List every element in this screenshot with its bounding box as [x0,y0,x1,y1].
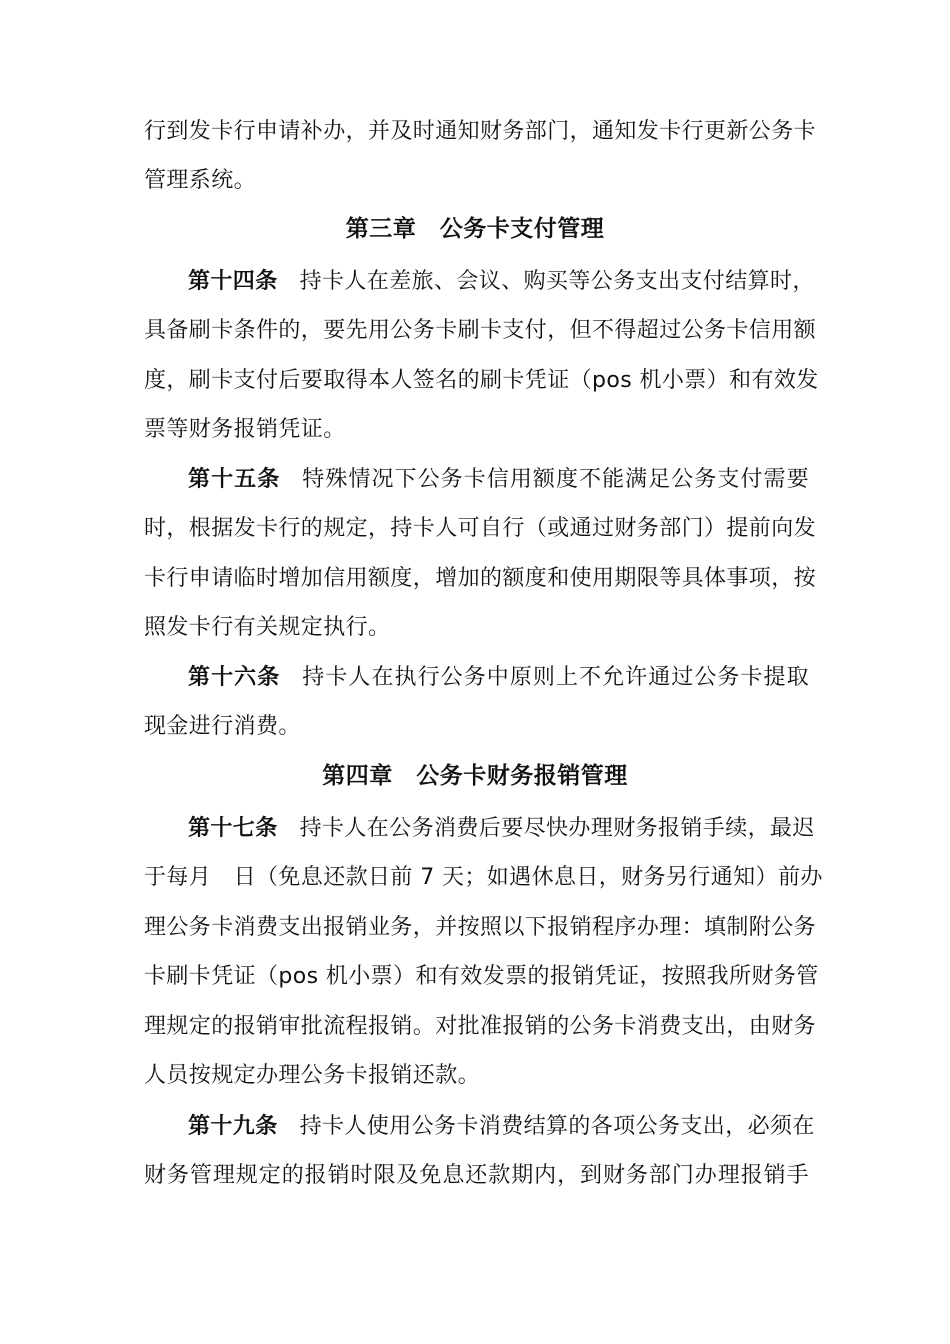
article-line: 具备刷卡条件的，要先用公务卡刷卡支付，但不得超过公务卡信用额 [144,318,817,343]
article-text: 持卡人在执行公务中原则上不允许通过公务卡提取 [302,665,809,690]
article-line: 卡刷卡凭证（pos 机小票）和有效发票的报销凭证，按照我所财务管 [144,964,819,989]
article-line: 票等财务报销凭证。 [144,417,346,442]
article-number: 第十五条 [188,467,281,492]
article-number: 第十六条 [188,665,281,690]
article-line: 理公务卡消费支出报销业务，并按照以下报销程序办理：填制附公务 [144,915,817,940]
article-first-line [188,465,809,495]
article-line: 时，根据发卡行的规定，持卡人可自行（或通过财务部门）提前向发 [144,516,817,541]
article-line: 现金进行消费。 [144,714,301,739]
article-line: 财务管理规定的报销时限及免息还款期内，到财务部门办理报销手 [144,1163,809,1188]
paragraph-line: 管理系统。 [144,168,257,193]
article-number: 第十四条 [188,269,278,294]
article-first-line [188,814,815,844]
chapter-heading: 第四章 公务卡财务报销管理 [322,763,628,789]
article-first-line [188,267,815,297]
article-first-line [188,1112,815,1142]
chapter-heading: 第三章 公务卡支付管理 [345,216,605,242]
article-line: 照发卡行有关规定执行。 [144,615,391,640]
article-line: 卡行申请临时增加信用额度，增加的额度和使用期限等具体事项，按 [144,566,817,591]
article-text: 持卡人在差旅、会议、购买等公务支出支付结算时， [299,269,815,294]
article-text: 持卡人使用公务卡消费结算的各项公务支出，必须在 [299,1114,815,1139]
article-text: 持卡人在公务消费后要尽快办理财务报销手续，最迟 [299,816,815,841]
article-text: 特殊情况下公务卡信用额度不能满足公务支付需要 [302,467,809,492]
article-first-line [188,663,809,693]
article-line: 理规定的报销审批流程报销。对批准报销的公务卡消费支出，由财务 [144,1014,817,1039]
article-line: 于每月 日（免息还款日前 7 天；如遇休息日，财务另行通知）前办 [144,865,823,890]
paragraph-line: 行到发卡行申请补办，并及时通知财务部门，通知发卡行更新公务卡 [144,119,817,144]
article-number: 第十七条 [188,816,278,841]
article-line: 度，刷卡支付后要取得本人签名的刷卡凭证（pos 机小票）和有效发 [144,368,819,393]
article-line: 人员按规定办理公务卡报销还款。 [144,1063,481,1088]
article-number: 第十九条 [188,1114,278,1139]
